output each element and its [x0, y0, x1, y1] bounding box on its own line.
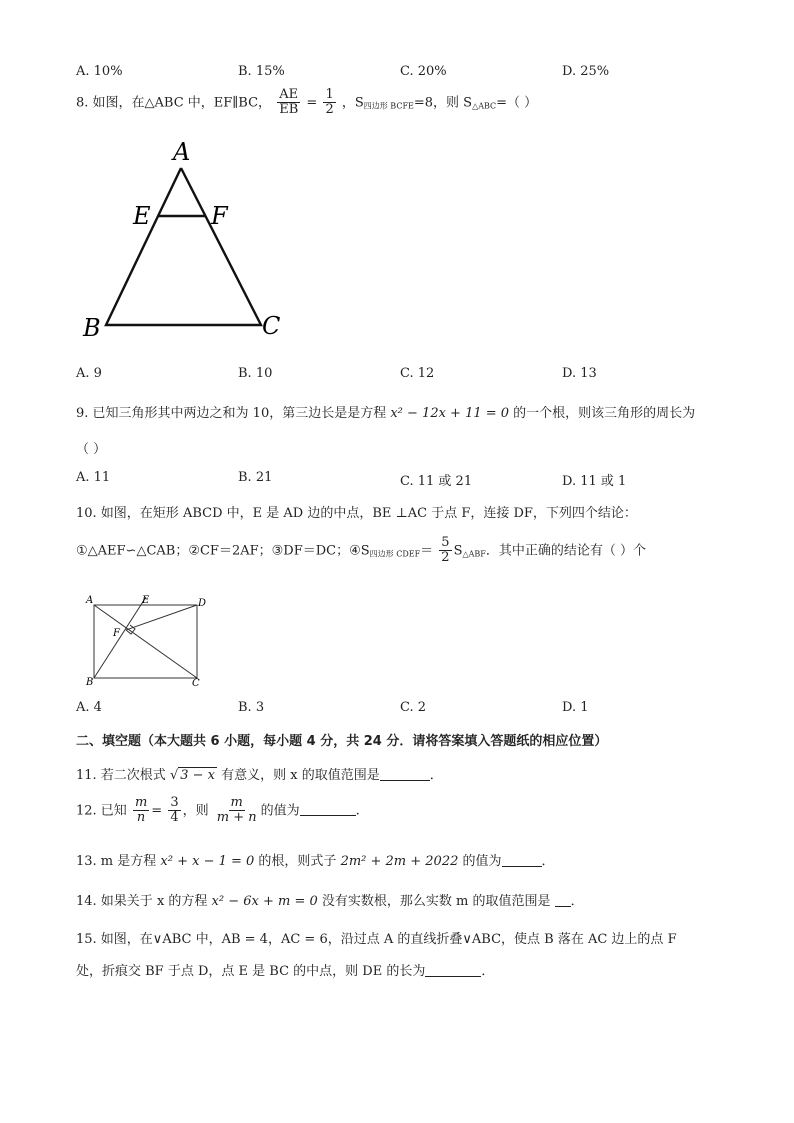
q8-s2-sub: △ABC — [472, 101, 497, 111]
q10-label-a: A — [86, 595, 94, 606]
q10-stem: 10. 如图，在矩形 ABCD 中，E 是 AD 边的中点，BE ⊥AC 于点 F，连接 DF，下列四个结论： — [76, 506, 637, 521]
q8-option-c[interactable]: C. 12 — [400, 366, 435, 381]
q8-half-den: 2 — [325, 102, 334, 118]
q8-options — [0, 366, 794, 384]
q10-option-b[interactable]: B. 3 — [238, 700, 265, 715]
q13-answer-blank[interactable] — [502, 854, 542, 867]
q10-label-f: F — [113, 628, 120, 639]
q10-label-b: B — [86, 677, 94, 688]
q13-mid: 的根，则式子 — [254, 854, 341, 869]
q12-mid: ，则 — [182, 803, 209, 819]
q10-options — [0, 700, 794, 718]
q10-c-part1: ①△AEF∽△CAB；②CF＝2AF；③DF＝DC；④S — [76, 543, 370, 559]
q10-label-e: E — [142, 595, 150, 606]
q12-post: 的值为 — [260, 803, 300, 819]
q9-options — [0, 470, 794, 488]
q13-expression: 2m² + 2m + 2022 — [340, 854, 459, 869]
q8-triangle-shape — [106, 168, 261, 325]
q7-option-b[interactable]: B. 15% — [238, 64, 285, 79]
q14-answer-blank[interactable] — [555, 894, 571, 907]
q15-answer-blank[interactable] — [425, 964, 481, 977]
q11-end: ． — [429, 768, 443, 783]
q7-options — [0, 64, 794, 82]
q8-ratio-fraction — [277, 88, 300, 118]
q9-paren: （ ） — [76, 442, 107, 457]
q14-equation: x² − 6x + m = 0 — [211, 894, 318, 909]
q8-label-e: E — [133, 202, 151, 230]
q11-post: 有意义，则 x 的取值范围是 — [217, 768, 380, 783]
q10-fraction — [439, 536, 451, 566]
q9-option-a[interactable]: A. 11 — [76, 470, 111, 485]
q10-option-c[interactable]: C. 2 — [400, 700, 427, 715]
q8-prefix: 8. 如图，在△ABC 中，EF∥BC， — [76, 95, 272, 111]
q11 — [76, 764, 443, 783]
q10-c-eq: ＝ — [420, 543, 434, 559]
q12-den3: m + n — [216, 810, 257, 826]
q10-option-a[interactable]: A. 4 — [76, 700, 102, 715]
q10-c-sub1: 四边形 CDEF — [369, 549, 421, 559]
q8-option-a[interactable]: A. 9 — [76, 366, 102, 381]
q8-s1-sub: 四边形 BCFE — [363, 101, 414, 111]
q10-rectangle-figure — [82, 592, 216, 690]
q12-end: . — [355, 803, 360, 819]
q12-den2: 4 — [170, 810, 179, 826]
q10-frac-den: 2 — [441, 550, 450, 566]
q15-line1: 15. 如图，在∨ABC 中，AB = 4，AC = 6，沿过点 A 的直线折叠∨ABC，使点 B 落在 AC 边上的点 F — [76, 932, 677, 947]
q12-pre: 12. 已知 — [76, 803, 131, 819]
q8-tail: =（ ） — [496, 95, 538, 111]
q13 — [76, 850, 555, 869]
q10-label-c: C — [192, 678, 200, 689]
q13-post: 的值为 — [458, 854, 502, 869]
q14-post: 没有实数根，那么实数 m 的取值范围是 — [317, 894, 555, 909]
q9-text2: 的一个根，则该三角形的周长为 — [509, 406, 696, 421]
q9-option-c[interactable]: C. 11 或 21 — [400, 474, 473, 489]
q13-end: ． — [541, 854, 555, 869]
q10-segment-df — [126, 605, 197, 630]
q7-option-d[interactable]: D. 25% — [562, 64, 610, 79]
q14-pre: 14. 如果关于 x 的方程 — [76, 894, 212, 909]
q8-label-a: A — [173, 138, 191, 166]
section-fill-in-heading: 二、填空题（本大题共 6 小题，每小题 4 分，共 24 分．请将答案填入答题纸的相应位置） — [76, 734, 608, 749]
q8-option-b[interactable]: B. 10 — [238, 366, 273, 381]
q12 — [76, 796, 360, 826]
q15-line2 — [76, 960, 494, 979]
q8-option-d[interactable]: D. 13 — [562, 366, 597, 381]
q12-eq: = — [151, 803, 163, 819]
q11-pre: 11. 若二次根式 — [76, 768, 170, 783]
q11-answer-blank[interactable] — [380, 768, 430, 781]
q10-c-tail: ．其中正确的结论有（ ）个 — [485, 543, 646, 559]
q10-option-d[interactable]: D. 1 — [562, 700, 589, 715]
q10-conclusions — [76, 536, 646, 566]
q10-diagonal-ac — [94, 605, 197, 678]
q8-stem — [76, 88, 537, 118]
q8-eq: = — [306, 95, 318, 111]
q14 — [76, 890, 584, 909]
q12-frac-target — [215, 796, 259, 826]
q15-line2-end: ． — [481, 964, 495, 979]
q12-num1: m — [134, 795, 148, 810]
q12-den1: n — [136, 810, 146, 826]
q8-half-fraction — [323, 88, 335, 118]
q8-label-f: F — [211, 202, 228, 230]
q11-sqrt: √ 3 − x — [169, 768, 216, 783]
q12-answer-blank[interactable] — [300, 803, 356, 816]
q10-segment-be — [94, 597, 146, 678]
q12-frac-34 — [168, 796, 180, 826]
q10-frac-num: 5 — [441, 535, 450, 550]
q12-frac-mn — [133, 796, 149, 826]
q8-s1: ，S — [341, 95, 364, 111]
q8-half-num: 1 — [325, 87, 334, 102]
q8-ratio-den: EB — [279, 102, 299, 118]
q13-pre: 13. m 是方程 — [76, 854, 161, 869]
q9-text1: 9. 已知三角形其中两边之和为 10，第三边长是是方程 — [76, 406, 391, 421]
q8-label-c: C — [262, 312, 281, 340]
q8-label-b: B — [83, 314, 101, 342]
q8-s1-tail: =8，则 S — [413, 95, 473, 111]
q12-num2: 3 — [170, 795, 179, 810]
q9-option-b[interactable]: B. 21 — [238, 470, 273, 485]
q7-option-c[interactable]: C. 20% — [400, 64, 447, 79]
q7-option-a[interactable]: A. 10% — [76, 64, 123, 79]
q8-ratio-num: AE — [279, 87, 299, 102]
q10-c-sub2: △ABF — [462, 549, 486, 559]
q12-num3: m — [230, 795, 243, 810]
q8-triangle-figure — [76, 136, 296, 346]
q9-stem — [76, 402, 695, 421]
q13-equation: x² + x − 1 = 0 — [160, 854, 255, 869]
q10-c-part2: S — [453, 543, 463, 559]
q9-option-d[interactable]: D. 11 或 1 — [562, 474, 627, 489]
q9-equation: x² − 12x + 11 = 0 — [390, 406, 510, 421]
q14-end: ． — [570, 894, 584, 909]
q10-label-d: D — [198, 598, 207, 609]
q11-radicand: 3 − x — [180, 768, 216, 783]
q15-line2-pre: 处，折痕交 BF 于点 D，点 E 是 BC 的中点，则 DE 的长为 — [76, 964, 426, 979]
